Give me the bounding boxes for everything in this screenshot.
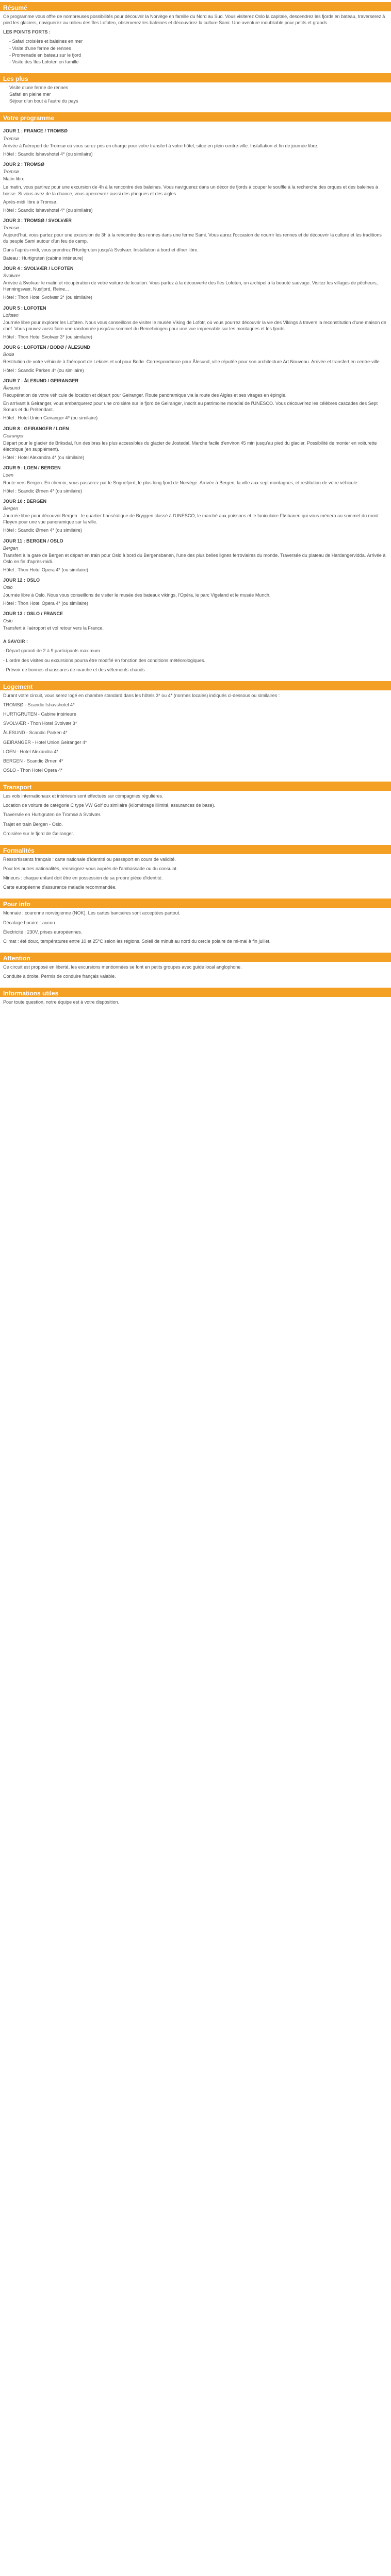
day-location: Svolvær bbox=[3, 273, 21, 278]
list-item: - Safari croisière et baleines en mer bbox=[9, 39, 83, 44]
formalites-line: Pour les autres nationalités, renseignez-vous auprès de l'ambassade ou du consulat. bbox=[3, 866, 178, 871]
formalites-block bbox=[0, 854, 391, 897]
pour-info-block bbox=[0, 908, 391, 951]
resume-intro: Ce programme vous offre de nombreuses possibilités pour découvrir la Norvège en famille du Nord au Sud. Vous visiterez Oslo la capitale, descendrez les fjords en bateau, traverserez à pied les glaciers, naviguerez au milieu des îles Lofoten, observerez les baleines et découvrirez la culture Sami. Une aventure inoubliable pour petits et grands. bbox=[3, 14, 385, 26]
list-item: Visite d'une ferme de rennes bbox=[9, 84, 69, 90]
day-location: Tromsø bbox=[3, 225, 19, 231]
day-title: JOUR 11 : BERGEN / OSLO bbox=[3, 538, 63, 544]
day-text: Après-midi libre à Tromsø. bbox=[3, 199, 58, 205]
note-line: - Prévoir de bonnes chaussures de marche et des vêtements chauds. bbox=[3, 667, 146, 672]
logement-block bbox=[0, 690, 391, 779]
programme-header: Votre programme bbox=[0, 112, 391, 122]
notes-block bbox=[0, 636, 391, 679]
day-location: Tromsø bbox=[3, 169, 19, 175]
transport-header: Transport bbox=[0, 782, 391, 791]
programme-block bbox=[0, 122, 391, 636]
transport-block bbox=[0, 791, 391, 843]
formalites-line: Ressortissants français : carte nationale d'identité ou passeport en cours de validité. bbox=[3, 856, 176, 862]
day-text: Journée libre pour explorer les Lofoten. Nous vous conseillons de visiter le musée Viking de Lofotr, où vous pourrez découvrir la vie des Vikings à travers la reconstitution d'une maison de chef. Vous pouvez aussi faire une randonnée jusqu'au sommet du Reinebringen pour une vue imprenable sur les montagnes et les fjords. bbox=[3, 319, 386, 331]
list-item: - Visite des îles Lofoten en famille bbox=[9, 59, 79, 64]
informations-block bbox=[0, 997, 391, 1011]
formalites-line: Mineurs : chaque enfant doit être en possession de sa propre pièce d'identité. bbox=[3, 875, 163, 881]
hotel-line: HURTIGRUTEN - Cabine intérieure bbox=[3, 711, 76, 717]
day-text: Hôtel : Scandic Parken 4* (ou similaire) bbox=[3, 367, 84, 373]
day-text: Journée libre pour découvrir Bergen : le quartier hanséatique de Bryggen classé à l'UNESCO, le marché aux poissons et le funiculaire Fløibanen qui vous mènera au sommet du mont Fløyen pour une vue panoramique sur la ville. bbox=[3, 513, 379, 525]
list-item: Séjour d'un bout à l'autre du pays bbox=[9, 98, 78, 104]
day-location: Oslo bbox=[3, 618, 13, 623]
day-text: Hôtel : Scandic Ishavshotel 4* (ou similaire) bbox=[3, 151, 93, 157]
day-text: Transfert à l'aéroport et vol retour vers la France. bbox=[3, 625, 104, 631]
hotel-line: GEIRANGER - Hotel Union Geiranger 4* bbox=[3, 739, 87, 745]
resume-block bbox=[0, 11, 391, 71]
day-title: JOUR 3 : TROMSØ / SVOLVÆR bbox=[3, 217, 72, 223]
day-title: JOUR 12 : OSLO bbox=[3, 578, 40, 583]
attention-header: Attention bbox=[0, 953, 391, 962]
day-location: Oslo bbox=[3, 585, 13, 590]
transport-line: Croisière sur le fjord de Geiranger. bbox=[3, 831, 74, 836]
day-text: Récupération de votre véhicule de location et départ pour Geiranger. Route panoramique via la route des Aigles et ses virages en épingle. bbox=[3, 393, 287, 398]
day-text: Hôtel : Scandic Ishavshotel 4* (ou similaire) bbox=[3, 207, 93, 213]
list-item: Safari en pleine mer bbox=[9, 92, 51, 97]
points-forts-label: LES POINTS FORTS : bbox=[3, 29, 51, 35]
day-text: Route vers Bergen. En chemin, vous passerez par le Sognefjord, le plus long fjord de Norvège. Arrivée à Bergen, la ville aux sept montagnes, et restitution de votre véhicule. bbox=[3, 480, 359, 485]
day-title: JOUR 1 : FRANCE / TROMSØ bbox=[3, 128, 68, 134]
hotel-line: TROMSØ - Scandic Ishavshotel 4* bbox=[3, 702, 75, 707]
day-title: JOUR 4 : SVOLVÆR / LOFOTEN bbox=[3, 265, 74, 271]
day-text: Hôtel : Scandic Ørnen 4* (ou similaire) bbox=[3, 528, 83, 533]
resume-header: Résumé bbox=[0, 2, 391, 11]
day-text: Aujourd'hui, vous partez pour une excursion de 3h à la rencontre des rennes dans une ferme Sami. Vous aurez l'occasion de nourrir les rennes et de découvrir la culture et les traditions du peuple Sami autour d'un feu de camp. bbox=[3, 232, 382, 244]
hotel-line: SVOLVÆR - Thon Hotel Svolvær 3* bbox=[3, 721, 77, 726]
hotel-line: LOEN - Hotel Alexandra 4* bbox=[3, 749, 59, 754]
list-item: - Visite d'une ferme de rennes bbox=[9, 45, 71, 51]
transport-line: Traversée en Hurtigruten de Tromsø à Svolvær. bbox=[3, 812, 102, 818]
notes-title: A SAVOIR : bbox=[3, 639, 28, 645]
day-text: Hôtel : Hotel Union Geiranger 4* (ou similaire) bbox=[3, 415, 98, 421]
day-text: Hôtel : Thon Hotel Svolvær 3* (ou similaire) bbox=[3, 295, 92, 300]
hotel-line: ÅLESUND - Scandic Parken 4* bbox=[3, 730, 68, 736]
day-text: Le matin, vous partirez pour une excursion de 4h à la rencontre des baleines. Vous naviguerez dans un décor de fjords à couper le souffle à la recherche des orques et des baleines à bosse. Si vous avez de la chance, vous apercevrez aussi des phoques et des aigles. bbox=[3, 184, 378, 196]
day-location: Bodø bbox=[3, 352, 14, 358]
day-location: Tromsø bbox=[3, 135, 19, 141]
day-text: Hôtel : Thon Hotel Opera 4* (ou similaire) bbox=[3, 567, 88, 573]
day-location: Lofoten bbox=[3, 312, 19, 318]
day-text: Transfert à la gare de Bergen et départ en train pour Oslo à bord du Bergensbanen, l'une des plus belles lignes ferroviaires du monde. Traversée du plateau de Hardangervidda. Arrivée à Oslo en fin d'après-midi. bbox=[3, 552, 386, 564]
hotel-line: BERGEN - Scandic Ørnen 4* bbox=[3, 758, 63, 764]
day-title: JOUR 6 : LOFOTEN / BODØ / ÅLESUND bbox=[3, 345, 91, 350]
logement-header: Logement bbox=[0, 681, 391, 690]
day-text: Départ pour le glacier de Briksdal, l'un des bras les plus accessibles du glacier de Jostedal. Marche facile d'environ 45 min jusqu'au pied du glacier. Possibilité de monter en voiturette électrique (en supplément). bbox=[3, 440, 377, 452]
day-location: Bergen bbox=[3, 506, 19, 512]
transport-line: Trajet en train Bergen - Oslo. bbox=[3, 821, 63, 827]
info-line: Électricité : 230V, prises européennes. bbox=[3, 929, 83, 935]
informations-header: Informations utiles bbox=[0, 988, 391, 997]
info-line: Décalage horaire : aucun. bbox=[3, 920, 57, 925]
day-title: JOUR 5 : LOFOTEN bbox=[3, 305, 46, 311]
day-title: JOUR 10 : BERGEN bbox=[3, 498, 47, 504]
info-line: Climat : été doux, températures entre 10 et 25°C selon les régions. Soleil de minuit au nord du cercle polaire de mi-mai à fin juillet. bbox=[3, 938, 271, 944]
day-text: Hôtel : Scandic Ørnen 4* (ou similaire) bbox=[3, 488, 83, 494]
day-text: Bateau : Hurtigruten (cabine intérieure) bbox=[3, 255, 84, 261]
page bbox=[0, 0, 391, 1011]
attention-line: Conduite à droite. Permis de conduire français valable. bbox=[3, 974, 116, 979]
formalites-line: Carte européenne d'assurance maladie recommandée. bbox=[3, 885, 117, 890]
day-title: JOUR 9 : LOEN / BERGEN bbox=[3, 465, 61, 471]
day-location: Ålesund bbox=[3, 385, 20, 391]
logement-intro: Durant votre circuit, vous serez logé en chambre standard dans les hôtels 3* ou 4* (normes locales) indiqués ci-dessous ou similaires : bbox=[3, 692, 280, 698]
pour-info-header: Pour info bbox=[0, 899, 391, 908]
day-text: Matin libre bbox=[3, 176, 25, 182]
day-text: Hôtel : Thon Hotel Opera 4* (ou similaire) bbox=[3, 600, 88, 606]
day-title: JOUR 7 : ÅLESUND / GEIRANGER bbox=[3, 378, 79, 383]
transport-line: Les vols internationaux et intérieurs sont effectués sur compagnies régulières. bbox=[3, 793, 164, 799]
les-plus-header: Les plus bbox=[0, 73, 391, 82]
transport-line: Location de voiture de catégorie C type VW Golf ou similaire (kilométrage illimité, assurances de base). bbox=[3, 803, 216, 808]
day-text: En arrivant à Geiranger, vous embarquerez pour une croisière sur le fjord de Geiranger, inscrit au patrimoine mondial de l'UNESCO. Vous découvrirez les célèbres cascades des Sept Sœurs et du Prétendant. bbox=[3, 401, 378, 413]
day-text: Hôtel : Hotel Alexandra 4* (ou similaire) bbox=[3, 455, 85, 461]
day-text: Arrivée à l'aéroport de Tromsø où vous serez pris en charge pour votre transfert à votre hôtel, situé en plein centre-ville. Installation et fin de journée libre. bbox=[3, 143, 319, 148]
day-text: Arrivée à Svolvær le matin et récupération de votre voiture de location. Vous partez à la découverte des îles Lofoten, un archipel à la beauté sauvage. Visitez les villages de pêcheurs, Henningsvær, Nusfjord, Reine... bbox=[3, 280, 378, 292]
day-title: JOUR 2 : TROMSØ bbox=[3, 161, 45, 167]
day-location: Geiranger bbox=[3, 433, 24, 438]
day-text: Dans l'après-midi, vous prendrez l'Hurtigruten jusqu'à Svolvær. Installation à bord et dîner libre. bbox=[3, 247, 199, 252]
day-title: JOUR 8 : GEIRANGER / LOEN bbox=[3, 426, 69, 431]
note-line: - L'ordre des visites ou excursions pourra être modifié en fonction des conditions météorologiques. bbox=[3, 657, 205, 663]
les-plus-block bbox=[0, 82, 391, 110]
points-forts-list bbox=[3, 38, 388, 65]
day-text: Hôtel : Thon Hotel Svolvær 3* (ou similaire) bbox=[3, 334, 92, 340]
day-title: JOUR 13 : OSLO / FRANCE bbox=[3, 611, 63, 616]
info-contact-line: Pour toute question, notre équipe est à votre disposition. bbox=[3, 999, 120, 1005]
day-text: Restitution de votre véhicule à l'aéroport de Leknes et vol pour Bodø. Correspondance pour Ålesund, ville réputée pour son architecture Art Nouveau. Arrivée et transfert en centre-ville. bbox=[3, 359, 381, 365]
list-item: - Promenade en bateau sur le fjord bbox=[9, 52, 82, 58]
day-text: Journée libre à Oslo. Nous vous conseillons de visiter le musée des bateaux vikings, l'Opéra, le parc Vigeland et le musée Munch. bbox=[3, 592, 271, 598]
note-line: - Départ garanti de 2 à 9 participants maximum bbox=[3, 648, 100, 654]
info-line: Monnaie : couronne norvégienne (NOK). Les cartes bancaires sont acceptées partout. bbox=[3, 910, 181, 916]
day-location: Bergen bbox=[3, 545, 19, 551]
day-location: Loen bbox=[3, 472, 14, 478]
attention-line: Ce circuit est proposé en liberté, les excursions mentionnées se font en petits groupes avec guide local anglophone. bbox=[3, 964, 242, 970]
attention-block bbox=[0, 962, 391, 986]
hotel-line: OSLO - Thon Hotel Opera 4* bbox=[3, 767, 63, 773]
formalites-header: Formalités bbox=[0, 845, 391, 854]
